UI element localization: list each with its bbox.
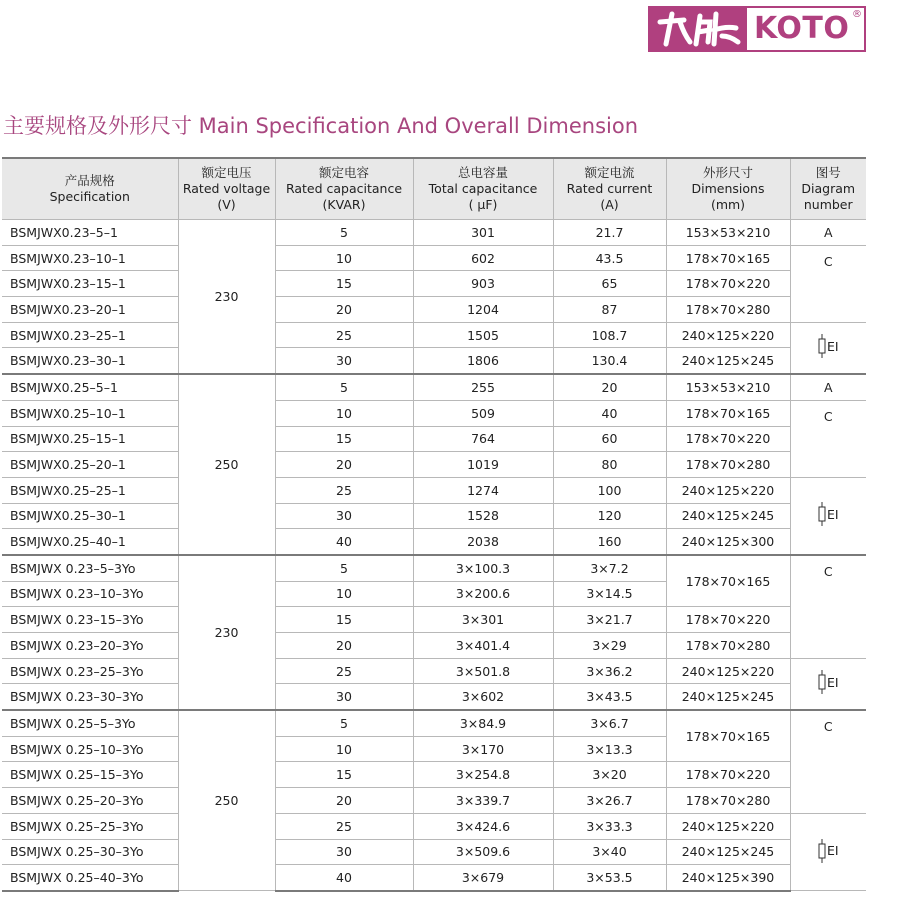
dimensions-cell: 178×70×165 <box>666 710 790 762</box>
brand-name: KOTO <box>754 11 850 46</box>
total-capacitance-cell: 903 <box>413 271 553 297</box>
spec-cell: BSMJWX0.23–30–1 <box>2 348 178 374</box>
spec-cell: BSMJWX 0.23–5–3Yo <box>2 555 178 581</box>
spec-cell: BSMJWX 0.23–15–3Yo <box>2 607 178 633</box>
table-row <box>2 684 866 710</box>
diagram-label: C <box>823 719 833 735</box>
diagram-label: EI <box>826 506 839 522</box>
diagram-label: C <box>823 563 833 579</box>
total-capacitance-cell: 764 <box>413 426 553 452</box>
rated-current-cell: 3×7.2 <box>553 555 666 581</box>
table-row <box>2 426 866 452</box>
table-row <box>2 503 866 529</box>
total-capacitance-cell: 602 <box>413 245 553 271</box>
dimensions-cell: 178×70×165 <box>666 245 790 271</box>
diagram-number-cell <box>790 555 866 658</box>
total-capacitance-cell: 3×339.7 <box>413 788 553 814</box>
capacitor-outline-icon <box>818 839 826 863</box>
table-row <box>2 374 866 400</box>
diagram-label: EI <box>826 338 839 354</box>
table-row <box>2 322 866 348</box>
diagram-ei-wrapper <box>818 334 839 358</box>
total-capacitance-cell: 3×501.8 <box>413 658 553 684</box>
table-header-row <box>2 158 866 220</box>
diagram-number-cell <box>790 400 866 477</box>
table-row <box>2 865 866 891</box>
total-capacitance-cell: 3×509.6 <box>413 839 553 865</box>
diagram-label: EI <box>826 674 839 690</box>
dimensions-cell: 240×125×300 <box>666 529 790 555</box>
spec-cell: BSMJWX0.23–25–1 <box>2 322 178 348</box>
capacitance-cell: 5 <box>275 710 413 736</box>
dimensions-cell: 178×70×165 <box>666 400 790 426</box>
rated-current-cell: 60 <box>553 426 666 452</box>
spec-cell: BSMJWX 0.25–5–3Yo <box>2 710 178 736</box>
rated-current-cell: 130.4 <box>553 348 666 374</box>
capacitor-outline-icon <box>818 334 826 358</box>
total-capacitance-cell: 1204 <box>413 297 553 323</box>
total-capacitance-cell: 3×84.9 <box>413 710 553 736</box>
rated-current-cell: 3×29 <box>553 633 666 659</box>
diagram-label: A <box>823 379 833 395</box>
rated-current-cell: 3×53.5 <box>553 865 666 891</box>
capacitance-cell: 40 <box>275 865 413 891</box>
dimensions-cell: 240×125×245 <box>666 684 790 710</box>
header-dimensions: 外形尺寸 Dimensions (mm) <box>666 158 790 220</box>
dimensions-cell: 178×70×220 <box>666 762 790 788</box>
dimensions-cell: 178×70×280 <box>666 297 790 323</box>
rated-voltage-cell: 250 <box>178 710 275 891</box>
capacitance-cell: 5 <box>275 555 413 581</box>
table-row <box>2 839 866 865</box>
header-rated-capacitance: 额定电容 Rated capacitance (KVAR) <box>275 158 413 220</box>
rated-current-cell: 108.7 <box>553 322 666 348</box>
capacitance-cell: 25 <box>275 813 413 839</box>
capacitance-cell: 15 <box>275 426 413 452</box>
rated-current-cell: 3×21.7 <box>553 607 666 633</box>
table-row <box>2 452 866 478</box>
rated-current-cell: 3×40 <box>553 839 666 865</box>
capacitance-cell: 10 <box>275 736 413 762</box>
table-row <box>2 297 866 323</box>
capacitance-cell: 40 <box>275 529 413 555</box>
rated-voltage-cell: 230 <box>178 220 275 375</box>
table-body <box>2 220 866 891</box>
total-capacitance-cell: 3×301 <box>413 607 553 633</box>
capacitance-cell: 10 <box>275 581 413 607</box>
diagram-label: A <box>823 224 833 240</box>
dimensions-cell: 178×70×220 <box>666 426 790 452</box>
rated-current-cell: 43.5 <box>553 245 666 271</box>
total-capacitance-cell: 3×424.6 <box>413 813 553 839</box>
spec-cell: BSMJWX0.25–20–1 <box>2 452 178 478</box>
capacitance-cell: 5 <box>275 374 413 400</box>
table-row <box>2 348 866 374</box>
capacitance-cell: 15 <box>275 762 413 788</box>
total-capacitance-cell: 3×679 <box>413 865 553 891</box>
diagram-number-cell <box>790 322 866 374</box>
capacitance-cell: 25 <box>275 322 413 348</box>
dimensions-cell: 240×125×390 <box>666 865 790 891</box>
rated-current-cell: 3×14.5 <box>553 581 666 607</box>
spec-cell: BSMJWX 0.25–15–3Yo <box>2 762 178 788</box>
diagram-number-cell <box>790 220 866 246</box>
header-rated-current: 额定电流 Rated current (A) <box>553 158 666 220</box>
spec-cell: BSMJWX0.25–30–1 <box>2 503 178 529</box>
rated-voltage-cell: 230 <box>178 555 275 710</box>
capacitance-cell: 10 <box>275 400 413 426</box>
dimensions-cell: 178×70×220 <box>666 607 790 633</box>
table-row <box>2 477 866 503</box>
total-capacitance-cell: 255 <box>413 374 553 400</box>
diagram-label: EI <box>826 843 839 859</box>
table-row <box>2 762 866 788</box>
diagram-ei-wrapper <box>818 839 839 863</box>
brand-calligraphy-logo <box>650 8 747 50</box>
diagram-label: C <box>823 408 833 424</box>
rated-current-cell: 21.7 <box>553 220 666 246</box>
spec-cell: BSMJWX 0.25–10–3Yo <box>2 736 178 762</box>
rated-current-cell: 87 <box>553 297 666 323</box>
spec-cell: BSMJWX 0.25–40–3Yo <box>2 865 178 891</box>
capacitance-cell: 10 <box>275 245 413 271</box>
capacitance-cell: 30 <box>275 348 413 374</box>
spec-cell: BSMJWX 0.25–25–3Yo <box>2 813 178 839</box>
rated-current-cell: 160 <box>553 529 666 555</box>
page-title: 主要规格及外形尺寸 Main Specification And Overall Dimension <box>3 114 639 138</box>
dimensions-cell: 153×53×210 <box>666 374 790 400</box>
total-capacitance-cell: 1528 <box>413 503 553 529</box>
diagram-label: C <box>823 253 833 269</box>
spec-cell: BSMJWX0.25–5–1 <box>2 374 178 400</box>
capacitance-cell: 20 <box>275 452 413 478</box>
dimensions-cell: 240×125×220 <box>666 658 790 684</box>
spec-cell: BSMJWX0.23–20–1 <box>2 297 178 323</box>
capacitance-cell: 20 <box>275 633 413 659</box>
koto-logo <box>648 6 866 52</box>
dimensions-cell: 153×53×210 <box>666 220 790 246</box>
table-row <box>2 400 866 426</box>
total-capacitance-cell: 2038 <box>413 529 553 555</box>
total-capacitance-cell: 1274 <box>413 477 553 503</box>
total-capacitance-cell: 3×100.3 <box>413 555 553 581</box>
table-row <box>2 607 866 633</box>
rated-current-cell: 120 <box>553 503 666 529</box>
total-capacitance-cell: 3×602 <box>413 684 553 710</box>
header-total-capacitance: 总电容量 Total capacitance ( μF) <box>413 158 553 220</box>
dimensions-cell: 178×70×280 <box>666 788 790 814</box>
dimensions-cell: 240×125×220 <box>666 477 790 503</box>
diagram-number-cell <box>790 658 866 710</box>
spec-cell: BSMJWX 0.23–20–3Yo <box>2 633 178 659</box>
dimensions-cell: 240×125×220 <box>666 813 790 839</box>
diagram-number-cell <box>790 245 866 322</box>
diagram-ei-wrapper <box>818 670 839 694</box>
rated-current-cell: 3×20 <box>553 762 666 788</box>
rated-current-cell: 80 <box>553 452 666 478</box>
dimensions-cell: 240×125×220 <box>666 322 790 348</box>
spec-cell: BSMJWX0.25–40–1 <box>2 529 178 555</box>
dimensions-cell: 178×70×220 <box>666 271 790 297</box>
capacitance-cell: 30 <box>275 503 413 529</box>
capacitance-cell: 30 <box>275 839 413 865</box>
rated-current-cell: 20 <box>553 374 666 400</box>
rated-current-cell: 40 <box>553 400 666 426</box>
capacitance-cell: 20 <box>275 297 413 323</box>
capacitance-cell: 15 <box>275 271 413 297</box>
dimensions-cell: 240×125×245 <box>666 503 790 529</box>
table-row <box>2 555 866 581</box>
diagram-number-cell <box>790 710 866 813</box>
spec-cell: BSMJWX0.25–25–1 <box>2 477 178 503</box>
total-capacitance-cell: 3×401.4 <box>413 633 553 659</box>
capacitance-cell: 30 <box>275 684 413 710</box>
rated-current-cell: 3×26.7 <box>553 788 666 814</box>
spec-cell: BSMJWX 0.23–30–3Yo <box>2 684 178 710</box>
rated-current-cell: 3×33.3 <box>553 813 666 839</box>
spec-cell: BSMJWX 0.25–20–3Yo <box>2 788 178 814</box>
table-row <box>2 245 866 271</box>
capacitor-outline-icon <box>818 502 826 526</box>
rated-current-cell: 3×36.2 <box>553 658 666 684</box>
total-capacitance-cell: 1806 <box>413 348 553 374</box>
spec-cell: BSMJWX0.25–15–1 <box>2 426 178 452</box>
rated-current-cell: 65 <box>553 271 666 297</box>
spec-cell: BSMJWX 0.25–30–3Yo <box>2 839 178 865</box>
total-capacitance-cell: 1019 <box>413 452 553 478</box>
rated-current-cell: 3×6.7 <box>553 710 666 736</box>
spec-cell: BSMJWX 0.23–10–3Yo <box>2 581 178 607</box>
capacitance-cell: 20 <box>275 788 413 814</box>
capacitance-cell: 25 <box>275 477 413 503</box>
spec-cell: BSMJWX0.23–10–1 <box>2 245 178 271</box>
rated-voltage-cell: 250 <box>178 374 275 555</box>
table-row <box>2 529 866 555</box>
diagram-number-cell <box>790 477 866 555</box>
header-rated-voltage: 额定电压 Rated voltage (V) <box>178 158 275 220</box>
spec-cell: BSMJWX0.23–15–1 <box>2 271 178 297</box>
capacitor-outline-icon <box>818 670 826 694</box>
rated-current-cell: 3×13.3 <box>553 736 666 762</box>
table-row <box>2 788 866 814</box>
dimensions-cell: 240×125×245 <box>666 348 790 374</box>
table-row <box>2 658 866 684</box>
total-capacitance-cell: 3×170 <box>413 736 553 762</box>
dimensions-cell: 178×70×280 <box>666 452 790 478</box>
table-row <box>2 633 866 659</box>
specification-table <box>2 157 866 892</box>
capacitance-cell: 5 <box>275 220 413 246</box>
table-row <box>2 220 866 246</box>
capacitance-cell: 15 <box>275 607 413 633</box>
total-capacitance-cell: 1505 <box>413 322 553 348</box>
diagram-ei-wrapper <box>818 502 839 526</box>
total-capacitance-cell: 509 <box>413 400 553 426</box>
dimensions-cell: 178×70×280 <box>666 633 790 659</box>
total-capacitance-cell: 3×200.6 <box>413 581 553 607</box>
table-row <box>2 813 866 839</box>
spec-cell: BSMJWX 0.23–25–3Yo <box>2 658 178 684</box>
header-diagram-number: 图号 Diagram number <box>790 158 866 220</box>
total-capacitance-cell: 3×254.8 <box>413 762 553 788</box>
header-specification: 产品规格 Specification <box>2 158 178 220</box>
registered-mark: ® <box>852 9 862 20</box>
diagram-number-cell <box>790 813 866 891</box>
dimensions-cell: 240×125×245 <box>666 839 790 865</box>
rated-current-cell: 100 <box>553 477 666 503</box>
spec-cell: BSMJWX0.25–10–1 <box>2 400 178 426</box>
spec-cell: BSMJWX0.23–5–1 <box>2 220 178 246</box>
total-capacitance-cell: 301 <box>413 220 553 246</box>
dimensions-cell: 178×70×165 <box>666 555 790 607</box>
capacitance-cell: 25 <box>275 658 413 684</box>
rated-current-cell: 3×43.5 <box>553 684 666 710</box>
table-row <box>2 710 866 736</box>
diagram-number-cell <box>790 374 866 400</box>
table-row <box>2 271 866 297</box>
